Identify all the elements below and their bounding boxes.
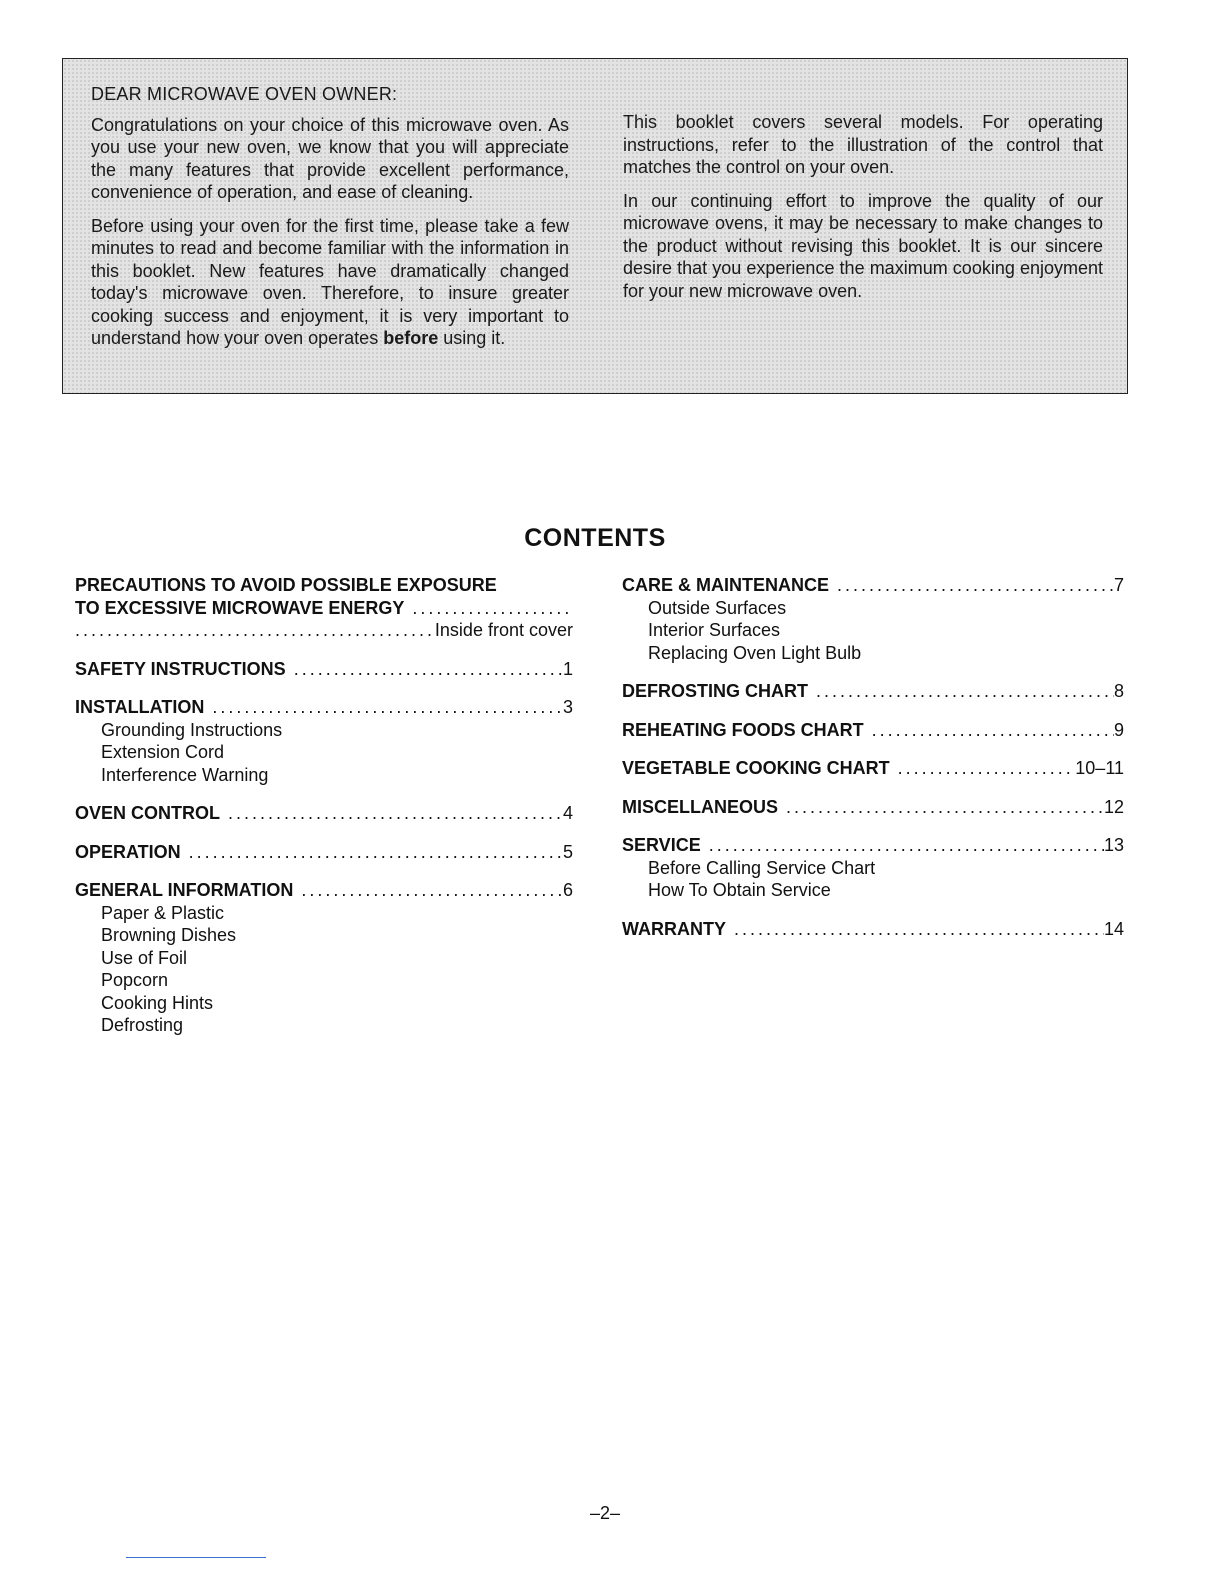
dot-leader (286, 658, 563, 681)
intro-paragraph-text: Before using your oven for the first time, please take a few minutes to read and become familiar with the information in this booklet. New features have dramatically changed today's microwave oven. Therefore, to insure greater cooking success and enjoyment, it is very important to understand how your oven operates (91, 215, 569, 348)
footer-rule (126, 1557, 266, 1558)
toc-entry (622, 574, 1124, 664)
intro-heading: DEAR MICROWAVE OVEN OWNER: (91, 84, 398, 104)
toc-entry-page: 12 (1103, 796, 1124, 817)
toc-entry-title: OPERATION (75, 841, 181, 862)
intro-paragraph (91, 215, 569, 350)
dot-leader (808, 680, 1114, 703)
toc-subentry: Paper & Plastic (101, 902, 225, 923)
intro-left-column (91, 83, 569, 361)
dot-leader (204, 696, 563, 719)
toc-entry-title: VEGETABLE COOKING CHART (622, 758, 890, 778)
toc-entry-page: 3 (562, 697, 573, 717)
toc-right-list (622, 574, 1124, 940)
toc-entry-page: 14 (1103, 918, 1124, 939)
dot-leader (726, 918, 1104, 941)
toc-entry-page: 1 (562, 658, 573, 679)
toc-entry-title: WARRANTY (622, 918, 726, 939)
toc-entry-page: 10–11 (1075, 758, 1124, 778)
toc-entry-page: 7 (1113, 575, 1124, 595)
toc-entry-title: TO EXCESSIVE MICROWAVE ENERGY (75, 597, 405, 618)
toc-entry (622, 918, 1124, 941)
toc-entry-title: REHEATING FOODS CHART (622, 719, 864, 740)
toc-entry-page: 13 (1103, 835, 1124, 855)
toc-entry (622, 719, 1124, 742)
toc-entry-title: CARE & MAINTENANCE (622, 575, 829, 595)
toc-entry-title: PRECAUTIONS TO AVOID POSSIBLE EXPOSURE (75, 575, 497, 595)
toc-entry (75, 696, 573, 786)
toc-entry (75, 802, 573, 825)
toc-subentry: Outside Surfaces (648, 597, 787, 618)
toc-subentry: Before Calling Service Chart (648, 857, 876, 878)
toc-entry-title: DEFROSTING CHART (622, 681, 808, 701)
dot-leader (778, 796, 1104, 819)
toc-subentry: How To Obtain Service (648, 880, 831, 900)
dot-leader (829, 574, 1114, 597)
toc-entry-title: INSTALLATION (75, 697, 205, 717)
toc-entry-page: 4 (562, 803, 573, 823)
toc-subentry: Popcorn (101, 970, 169, 990)
toc-entry (622, 796, 1124, 819)
toc-subentry: Extension Cord (101, 742, 225, 762)
toc-entry-title: SAFETY INSTRUCTIONS (75, 658, 286, 679)
intro-box (62, 58, 1128, 394)
dot-leader (404, 597, 573, 620)
intro-right-column (623, 111, 1103, 313)
intro-paragraph: This booklet covers several models. For operating instructions, refer to the illustration of the control that matches the control on your oven. (623, 112, 1103, 177)
dot-leader (864, 719, 1114, 742)
toc-entry-page: 8 (1113, 681, 1124, 701)
toc-right-column (622, 574, 1124, 956)
intro-paragraph: Congratulations on your choice of this microwave oven. As you use your new oven, we know that you will appreciate the many features that provide excellent performance, convenience of operation, and ease of cleaning. (91, 114, 569, 202)
toc-entry (622, 757, 1124, 780)
page-number: –2– (589, 1503, 621, 1523)
toc-subentry: Replacing Oven Light Bulb (648, 642, 862, 663)
intro-paragraph-tail: using it. (443, 328, 506, 348)
dot-leader (293, 879, 563, 902)
toc-entry (75, 658, 573, 681)
toc-entry (622, 834, 1124, 902)
toc-entry-title: OVEN CONTROL (75, 803, 221, 823)
toc-subentry: Defrosting (101, 1015, 184, 1035)
toc-entry (622, 680, 1124, 703)
toc-subentry: Use of Foil (101, 947, 188, 968)
toc-entry-page: 9 (1113, 719, 1124, 740)
dot-leader (75, 619, 435, 642)
toc-entry (75, 879, 573, 1037)
dot-leader (181, 841, 563, 864)
toc-entry-title: MISCELLANEOUS (622, 796, 779, 817)
toc-entry-title: SERVICE (622, 835, 701, 855)
toc-entry-title: GENERAL INFORMATION (75, 880, 294, 900)
dot-leader (701, 834, 1104, 857)
toc-subentry: Cooking Hints (101, 992, 214, 1013)
toc-subentry: Interior Surfaces (648, 620, 781, 640)
toc-entry-precautions (75, 574, 573, 642)
toc-entry-page: 5 (562, 841, 573, 862)
toc-left-list (75, 658, 573, 1037)
toc-entry (75, 841, 573, 864)
toc-subentry: Browning Dishes (101, 925, 237, 945)
contents-title: CONTENTS (524, 524, 666, 552)
toc-left-column (75, 574, 573, 1053)
toc-subentry: Interference Warning (101, 764, 269, 785)
toc-subentry: Grounding Instructions (101, 719, 283, 740)
intro-bold-word: before (383, 328, 439, 348)
toc-entry-page: Inside front cover (434, 620, 573, 640)
dot-leader (890, 757, 1076, 780)
dot-leader (220, 802, 563, 825)
toc-entry-page: 6 (562, 880, 573, 900)
intro-paragraph: In our continuing effort to improve the quality of our microwave ovens, it may be necessary to make changes to the product without revising this booklet. It is our sincere desire that you experience the maximum cooking enjoyment for your new microwave oven. (623, 190, 1103, 301)
